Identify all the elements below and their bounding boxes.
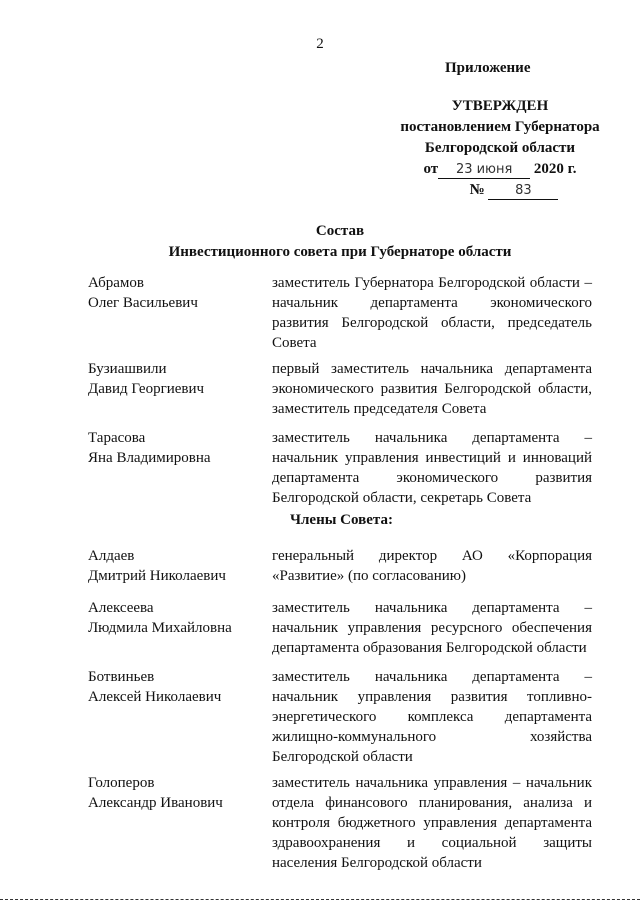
member-position: заместитель начальника департамента – начальник управления развития топливно-энергетического комплекса департамента жилищно-коммунального хозяйства Белгородской области bbox=[272, 669, 592, 765]
member-name bbox=[88, 273, 268, 313]
leadership-entry bbox=[88, 428, 598, 508]
approval-date bbox=[370, 159, 630, 180]
member-given-names: Олег Васильевич bbox=[88, 295, 198, 311]
member-given-names: Яна Владимировна bbox=[88, 450, 211, 466]
leadership-entry bbox=[88, 359, 598, 419]
member-surname: Тарасова bbox=[88, 430, 146, 446]
approval-block bbox=[370, 96, 630, 201]
approval-line-2: Белгородской области bbox=[424, 140, 576, 156]
member-given-names: Алексей Николаевич bbox=[88, 689, 222, 705]
member-given-names: Дмитрий Николаевич bbox=[88, 568, 226, 584]
page-bottom-divider bbox=[0, 899, 640, 900]
member-surname: Алдаев bbox=[88, 548, 135, 564]
date-prefix: от bbox=[423, 161, 439, 177]
member-position: первый заместитель начальника департамента экономического развития Белгородской области, заместитель председателя Совета bbox=[272, 361, 592, 417]
member-position: заместитель начальника управления – начальник отдела финансового планирования, анализа и контроля бюджетного управления департамента здравоохранения и социальной защиты населения Белгородской области bbox=[272, 775, 592, 871]
title-line-1: Состав bbox=[315, 223, 365, 239]
member-position: заместитель начальника департамента – начальник управления инвестиций и инноваций департамента экономического развития Белгородской области, секретарь Совета bbox=[272, 430, 592, 506]
member-given-names: Людмила Михайловна bbox=[88, 620, 232, 636]
member-position: заместитель Губернатора Белгородской области – начальник департамента экономического развития Белгородской области, председатель Совета bbox=[272, 275, 592, 351]
member-entry bbox=[88, 598, 598, 658]
member-given-names: Давид Георгиевич bbox=[88, 381, 205, 397]
member-given-names: Александр Иванович bbox=[88, 795, 223, 811]
members-heading: Члены Совета: bbox=[290, 512, 393, 528]
number-prefix: № bbox=[469, 182, 485, 198]
member-surname: Ботвиньев bbox=[88, 669, 155, 685]
appendix-label: Приложение bbox=[445, 60, 531, 76]
document-title bbox=[0, 221, 640, 263]
leadership-entry bbox=[88, 273, 598, 353]
member-entry bbox=[88, 667, 598, 767]
member-name bbox=[88, 773, 268, 813]
member-name bbox=[88, 667, 268, 707]
approved-heading: УТВЕРЖДЕН bbox=[451, 98, 549, 114]
member-surname: Бузиашвили bbox=[88, 361, 167, 377]
member-name bbox=[88, 428, 268, 468]
member-entry bbox=[88, 546, 598, 586]
member-name bbox=[88, 359, 268, 399]
member-name bbox=[88, 598, 268, 638]
member-position: генеральный директор АО «Корпорация «Развитие» (по согласованию) bbox=[272, 548, 592, 584]
member-entry bbox=[88, 773, 598, 873]
approval-line-1: постановлением Губернатора bbox=[400, 119, 600, 135]
number-value: 83 bbox=[488, 183, 558, 200]
date-value: 23 июня bbox=[438, 162, 530, 179]
member-surname: Абрамов bbox=[88, 275, 144, 291]
member-name bbox=[88, 546, 268, 586]
approval-number bbox=[398, 180, 630, 201]
member-position: заместитель начальника департамента – начальник управления ресурсного обеспечения департамента образования Белгородской области bbox=[272, 600, 592, 656]
date-year: 2020 г. bbox=[533, 161, 577, 177]
member-surname: Голоперов bbox=[88, 775, 155, 791]
member-surname: Алексеева bbox=[88, 600, 154, 616]
page-number: 2 bbox=[316, 36, 324, 52]
title-line-2: Инвестиционного совета при Губернаторе области bbox=[168, 244, 512, 260]
